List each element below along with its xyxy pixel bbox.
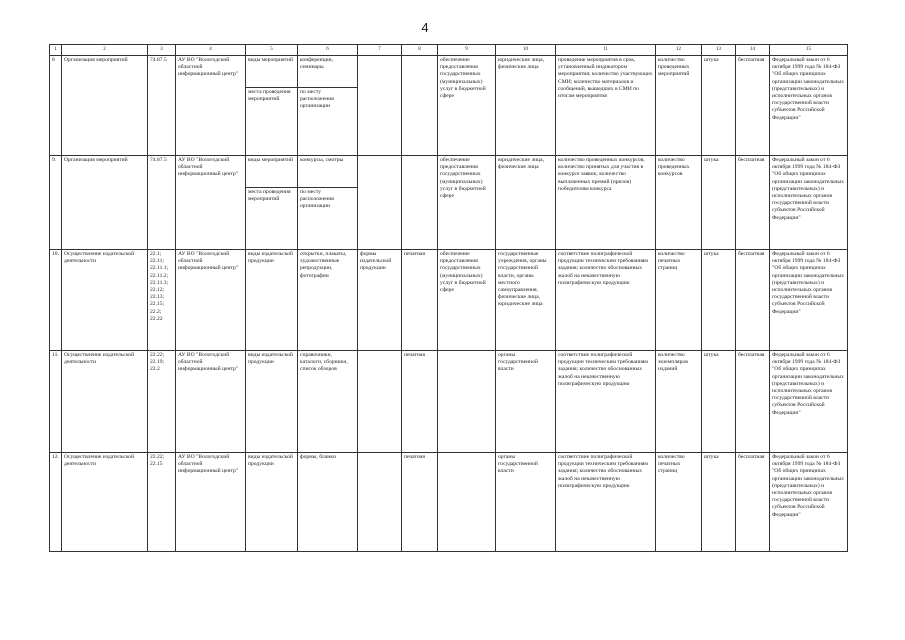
parameter-name: места проведения мероприятий [246,87,297,103]
unit-of-measure: штука [702,156,736,250]
row-number: 10. [50,250,62,351]
form-parameter [358,453,402,552]
service-purpose: обеспечение предоставления государственных (муниципальных) услуг в бюджетной сфере [438,156,496,250]
table-row [50,453,848,552]
okved-code: 74.87.5 [148,56,176,156]
volume-indicator: количество проведенных конкурсов [656,156,702,250]
form-parameter [358,56,402,156]
legal-basis: Федеральный закон от 6 октября 1999 года № 184-ФЗ "Об общих принципах организации законодательных (представительных) и исполнительных органов государственной власти субъектов Российской Федерации" [770,453,848,552]
institution-name: АУ ВО "Вологодский областной информационный центр" [176,156,246,250]
table-row [50,351,848,453]
parameter-value: конференции, семинары [300,57,333,71]
service-name: Осуществление издательской деятельности [62,453,148,552]
parameter-name: виды мероприятий [248,157,294,163]
form-value [402,56,438,156]
column-header: 10 [496,45,556,56]
consumer-category: органы государственной власти [496,453,556,552]
quality-indicators: соответствие полиграфической продукции техническим требованиям задания; количество обоснованных жалоб на некачественную полиграфическую продукцию [556,453,656,552]
volume-indicator: количество экземпляров изданий [656,351,702,453]
legal-basis: Федеральный закон от 6 октября 1999 года № 184-ФЗ "Об общих принципах организации законодательных (представительных) и исполнительных органов государственной власти субъектов Российской Федерации" [770,56,848,156]
service-purpose: обеспечение предоставления государственных (муниципальных) услуг в бюджетной сфере [438,56,496,156]
consumer-category: органы государственной власти [496,351,556,453]
okved-code: 22.22; 22.19; 22.2 [148,351,176,453]
institution-name: АУ ВО "Вологодский областной информационный центр" [176,56,246,156]
column-number-row [50,45,848,56]
parameter-value: открытки, плакаты, художественные репродукции, фотографии [298,250,358,351]
column-header: 14 [736,45,770,56]
volume-indicator: количество печатных страниц [656,250,702,351]
form-parameter [358,156,402,250]
form-value: печатная [402,250,438,351]
volume-indicator: количество печатных страниц [656,453,702,552]
row-number: 8 [50,56,62,156]
volume-indicator: количество проведенных мероприятий [656,56,702,156]
column-header: 4 [176,45,246,56]
service-purpose [438,453,496,552]
column-header: 2 [62,45,148,56]
column-header: 7 [358,45,402,56]
institution-name: АУ ВО "Вологодский областной информационный центр" [176,250,246,351]
okved-code: 74.87.5 [148,156,176,250]
payment-type: бесплатная [736,453,770,552]
parameter-cell [246,56,298,156]
column-header: 8 [402,45,438,56]
form-value [402,156,438,250]
payment-type: бесплатная [736,250,770,351]
parameter-name: виды мероприятий [248,57,294,63]
consumer-category: государственные учреждения, органы государственной власти, органы местного самоуправления, физические лица, юридические лица [496,250,556,351]
parameter-value: по месту расположения организации [298,187,357,211]
row-number: 9. [50,156,62,250]
column-header: 1 [50,45,62,56]
consumer-category: юридические лица, физические лица [496,56,556,156]
column-header: 12 [656,45,702,56]
parameter-value-cell [298,156,358,250]
unit-of-measure: штука [702,56,736,156]
column-header: 15 [770,45,848,56]
unit-of-measure: штука [702,250,736,351]
parameter-name: виды издательской продукции [246,453,298,552]
column-header: 13 [702,45,736,56]
institution-name: АУ ВО "Вологодский областной информационный центр" [176,453,246,552]
form-parameter [358,351,402,453]
table-row [50,156,848,250]
parameter-value-cell [298,56,358,156]
service-purpose [438,351,496,453]
quality-indicators: соответствие полиграфической продукции техническим требованиям задания; количество обоснованных жалоб на некачественную полиграфическую продукцию [556,250,656,351]
column-header: 9 [438,45,496,56]
parameter-name: места проведения мероприятий [246,187,297,203]
column-header: 3 [148,45,176,56]
service-name: Осуществление издательской деятельности [62,351,148,453]
legal-basis: Федеральный закон от 6 октября 1999 года № 184-ФЗ "Об общих принципах организации законодательных (представительных) и исполнительных органов государственной власти субъектов Российской Федерации" [770,156,848,250]
parameter-value: справочники, каталоги, сборники, список обзоров [298,351,358,453]
unit-of-measure: штука [702,453,736,552]
parameter-cell [246,156,298,250]
parameter-value: конкурсы, смотры [300,157,344,163]
table-row [50,56,848,156]
quality-indicators: количество проведенных конкурсов, количество принятых для участия в конкурсе заявок; количество выплаченных премий (призов) победителям конкурса [556,156,656,250]
form-value: печатная [402,453,438,552]
okved-code: 22.1; 22.11; 22.11.1; 22.11.2; 22.11.3; 22.12; 22.13; 22.15; 22.2; 22.22 [148,250,176,351]
legal-basis: Федеральный закон от 6 октября 1999 года № 184-ФЗ "Об общих принципах организации законодательных (представительных) и исполнительных органов государственной власти субъектов Российской Федерации" [770,250,848,351]
consumer-category: юридические лица, физические лица [496,156,556,250]
column-header: 6 [298,45,358,56]
unit-of-measure: штука [702,351,736,453]
column-header: 11 [556,45,656,56]
services-registry-table [49,44,848,552]
legal-basis: Федеральный закон от 6 октября 1999 года № 184-ФЗ "Об общих принципах организации законодательных (представительных) и исполнительных органов государственной власти субъектов Российской Федерации" [770,351,848,453]
parameter-value: формы, бланки [298,453,358,552]
service-name: Осуществление издательской деятельности [62,250,148,351]
institution-name: АУ ВО "Вологодский областной информационный центр" [176,351,246,453]
form-value: печатная [402,351,438,453]
service-name: Организация мероприятий [62,56,148,156]
parameter-name: виды издательской продукции [246,351,298,453]
row-number: 11. [50,351,62,453]
payment-type: бесплатная [736,156,770,250]
okved-code: 22.22; 22.15 [148,453,176,552]
page-number: 4 [421,20,429,35]
payment-type: бесплатная [736,351,770,453]
form-parameter: формы издательской продукции [358,250,402,351]
service-name: Организация мероприятий [62,156,148,250]
column-header: 5 [246,45,298,56]
table-row [50,250,848,351]
payment-type: бесплатная [736,56,770,156]
service-purpose: обеспечение предоставления государственных (муниципальных) услуг в бюджетной сфере [438,250,496,351]
parameter-name: виды издательской продукции [246,250,298,351]
quality-indicators: соответствие полиграфической продукции техническим требованиям задания; количество обоснованных жалоб на некачественную полиграфическую продукцию [556,351,656,453]
quality-indicators: проведение мероприятия в срок, установленный индикатором мероприятия; количество участвующих СМИ; количество материалов и сообщений, вышедших в СМИ по итогам мероприятия [556,56,656,156]
row-number: 12. [50,453,62,552]
parameter-value: по месту расположения организации [298,87,357,111]
